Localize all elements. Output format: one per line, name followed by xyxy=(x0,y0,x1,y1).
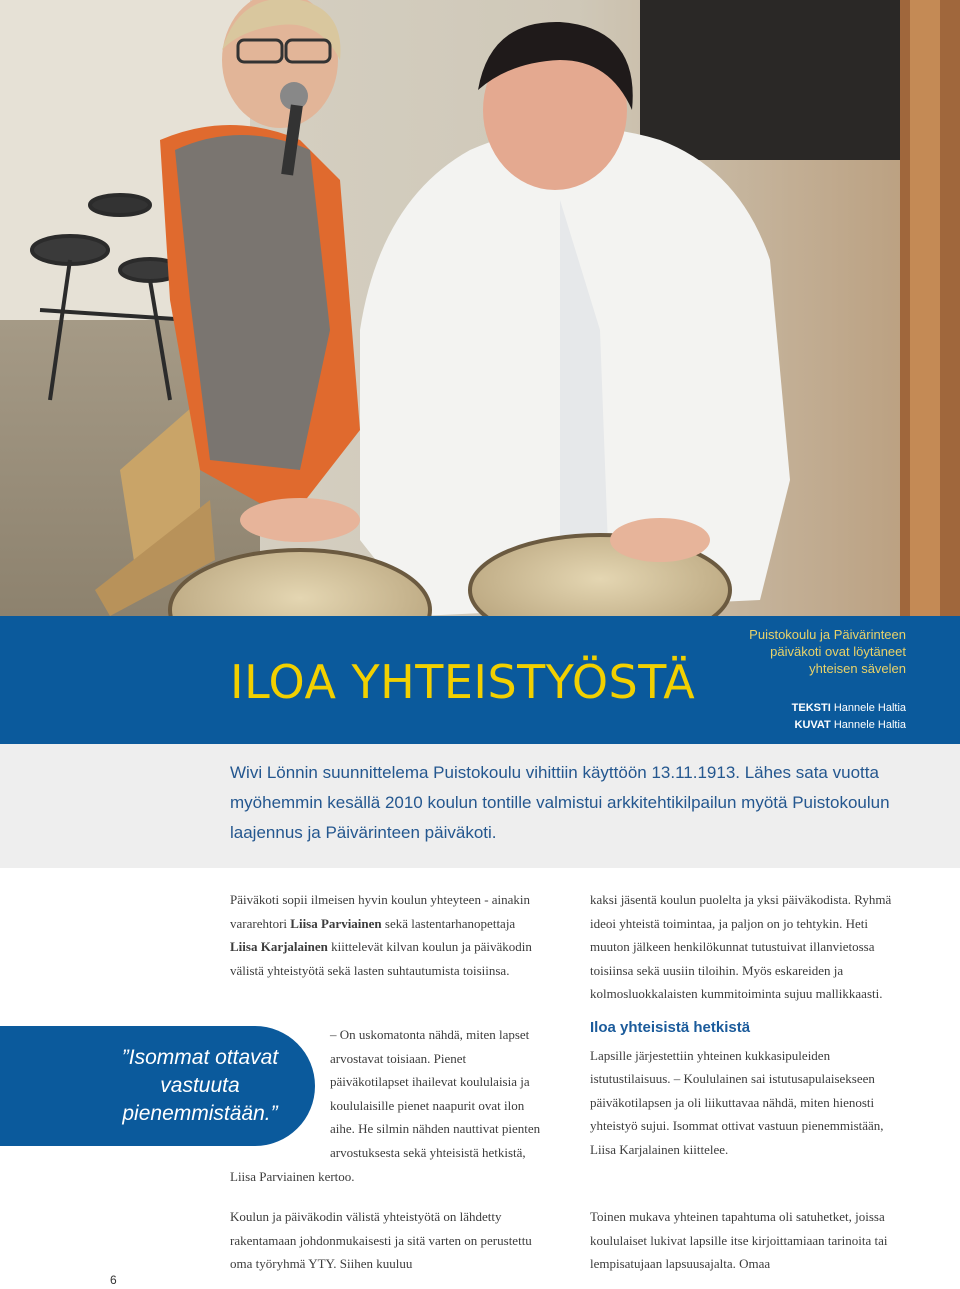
lead-paragraph: Wivi Lönnin suunnittelema Puistokoulu vihittiin käyttöön 13.11.1913. Lähes sata vuotta myöhemmin kesällä 2010 koulun tontille valmistui arkkitehtikilpailun myötä Puistokoulun laajennus ja Päivärinteen päiväkoti. xyxy=(230,763,890,842)
pull-quote-text: ”Isommat ottavat vastuuta pienemmistään.” xyxy=(121,1046,279,1125)
text-run: kiittelevät kilvan koulun ja päiväkodin välistä yhteistyötä sekä lasten suhtautumista toisiinsa. xyxy=(230,939,532,978)
column-2-paragraph-3: Toinen mukava yhteinen tapahtuma oli satuhetket, joissa koululaiset lukivat lapsille itse kirjoittamiaan tarinoita tai lempisatujaan lapsuusajalta. Omaa xyxy=(590,1209,888,1272)
credit-text-label: TEKSTI xyxy=(791,702,831,714)
credit-text xyxy=(792,700,906,717)
column-2-paragraph-1: kaksi jäsentä koulun puolelta ja yksi päiväkodista. Ryhmä ideoi yhteistä toimintaa, ja paljon on jo tehtykin. Heti muuton jälkeen henkilökunnat tutustuivat illanvietossa toisiinsa sekä uusiin tiloihin. Myös eskareiden ja kolmosluokkalaisten kummitoiminta sujuu mallikkaasti. xyxy=(590,892,892,1002)
column-1-middle xyxy=(230,1023,545,1188)
subtitle-line: yhteisen sävelen xyxy=(809,661,906,676)
page-number: 6 xyxy=(110,1273,117,1287)
column-1-bottom xyxy=(230,1205,545,1276)
person-name: Liisa Karjalainen xyxy=(230,939,328,955)
column-1-paragraph-1 xyxy=(230,888,545,982)
lead-box xyxy=(0,744,960,868)
text-run: Päiväkoti sopii ilmeisen hyvin koulun yhteyteen - ainakin vararehtori xyxy=(230,892,531,931)
section-heading: Iloa yhteisistä hetkistä xyxy=(590,1018,751,1036)
column-2-bottom xyxy=(590,1205,908,1276)
column-2-top xyxy=(590,888,908,1162)
credit-photos-label: KUVAT xyxy=(794,719,831,731)
column-1-paragraph-2 xyxy=(230,1023,545,1188)
article-subtitle xyxy=(749,626,906,677)
hero-photo xyxy=(0,0,960,616)
subtitle-line: Puistokoulu ja Päivärinteen xyxy=(749,627,906,642)
credit-text-author: Hannele Haltia xyxy=(833,702,906,714)
person-name: Liisa Parviainen xyxy=(290,915,382,931)
column-1-top xyxy=(230,888,545,982)
column-2-paragraph-2: Lapsille järjestettiin yhteinen kukkasipuleiden istutustilaisuus. – Koululainen sai istutusapulaisekseen päiväkotilapsen ja oli liikuttavaa nähdä, miten hienosti yhteistyö sujui. Isommat ottivat vastuun pienemmistään, Liisa Karjalainen kiittelee. xyxy=(590,1047,884,1157)
text-run: – On uskomatonta nähdä, miten lapset arvostavat toisiaan. Pienet päiväkotilapset ihailevat koululaisia ja koululaisille pienet naapurit ovat ilon aihe. He silmin nähden nauttivat pienten arvostuksesta sekä yhteisistä hetkistä, Liisa Parviainen kertoo. xyxy=(230,1027,541,1184)
credit-photos-author: Hannele Haltia xyxy=(833,719,906,731)
column-1-paragraph-3: Koulun ja päiväkodin välistä yhteistyötä on lähdetty rakentamaan johdonmukaisesti ja sitä varten on perustettu oma työryhmä YTY. Siihen kuuluu xyxy=(230,1209,532,1272)
text-run: sekä lastentarhanopettaja xyxy=(381,915,516,931)
title-banner xyxy=(0,616,960,744)
credit-photos xyxy=(792,717,906,734)
photo-two-women-drumming-icon xyxy=(0,0,960,616)
article-title: ILOA YHTEISTYÖSTÄ xyxy=(230,655,696,709)
article-credits xyxy=(792,700,906,734)
wrap-spacer xyxy=(230,1023,330,1141)
subtitle-line: päiväkoti ovat löytäneet xyxy=(770,644,906,659)
